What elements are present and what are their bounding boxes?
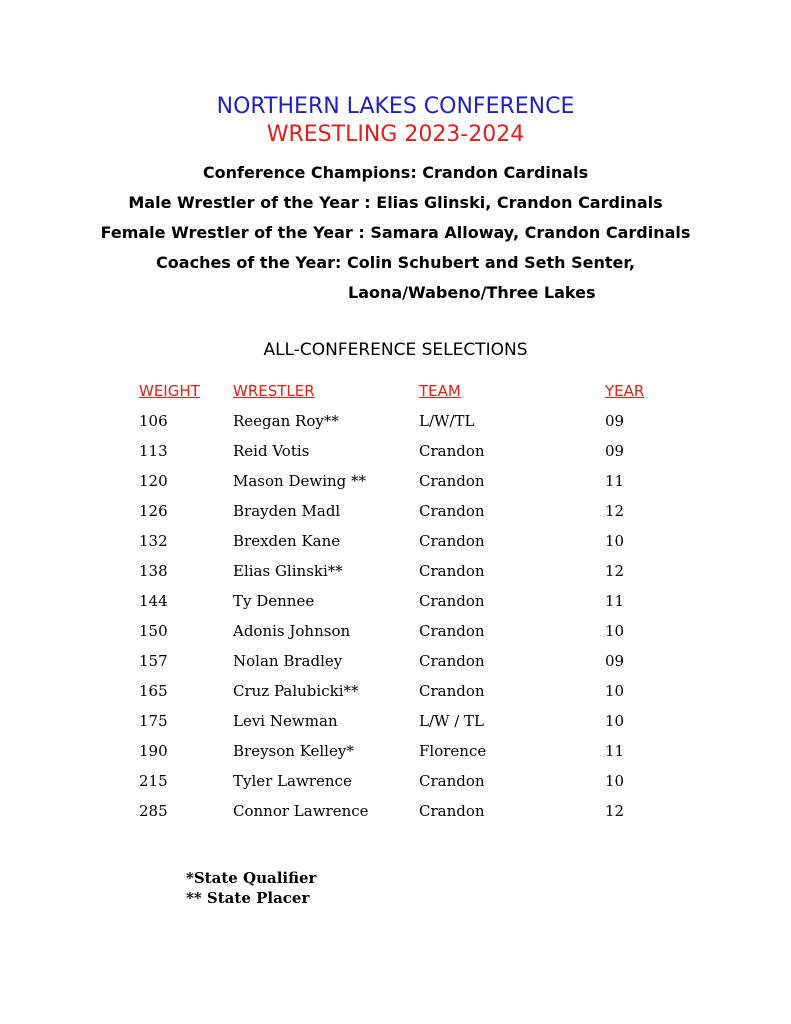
legend-state-qualifier: *State Qualifier [186,869,317,887]
cell-wrestler: Cruz Palubicki** [233,682,359,700]
cell-team: L/W/TL [419,412,475,430]
cell-weight: 106 [139,412,168,430]
coaches-of-year-team: Laona/Wabeno/Three Lakes [348,283,596,302]
cell-wrestler: Adonis Johnson [233,622,351,640]
cell-team: Crandon [419,622,485,640]
table-header-row [0,380,791,410]
table-row [0,620,791,650]
cell-weight: 144 [139,592,168,610]
season-subtitle: WRESTLING 2023-2024 [266,122,525,147]
table-row [0,770,791,800]
cell-team: Crandon [419,472,485,490]
cell-team: Crandon [419,442,485,460]
cell-year: 11 [605,472,625,490]
cell-wrestler: Elias Glinski** [233,562,343,580]
table-row [0,590,791,620]
cell-team: L/W / TL [419,712,484,730]
table-row [0,680,791,710]
table-row [0,560,791,590]
cell-year: 09 [605,442,625,460]
cell-year: 09 [605,652,625,670]
cell-weight: 190 [139,742,168,760]
cell-weight: 113 [139,442,168,460]
cell-weight: 285 [139,802,168,820]
cell-year: 12 [605,802,625,820]
cell-year: 09 [605,412,625,430]
cell-weight: 138 [139,562,168,580]
conference-champions: Conference Champions: Crandon Cardinals [202,163,589,182]
cell-weight: 215 [139,772,168,790]
cell-team: Florence [419,742,487,760]
column-header-year: YEAR [605,382,645,400]
cell-weight: 126 [139,502,168,520]
cell-weight: 120 [139,472,168,490]
table-row [0,740,791,770]
table-row [0,650,791,680]
legend-state-placer: ** State Placer [186,889,310,907]
conference-title: NORTHERN LAKES CONFERENCE [216,94,575,119]
cell-team: Crandon [419,682,485,700]
cell-wrestler: Reid Votis [233,442,310,460]
all-conference-heading: ALL-CONFERENCE SELECTIONS [263,340,528,360]
cell-year: 12 [605,562,625,580]
cell-year: 11 [605,592,625,610]
cell-team: Crandon [419,562,485,580]
cell-team: Crandon [419,592,485,610]
cell-year: 11 [605,742,625,760]
cell-wrestler: Levi Newman [233,712,338,730]
cell-wrestler: Ty Dennee [233,592,315,610]
table-row [0,800,791,830]
table-row [0,710,791,740]
cell-year: 10 [605,772,625,790]
selections-table [0,380,791,830]
column-header-team: TEAM [419,382,461,400]
cell-year: 10 [605,532,625,550]
cell-weight: 150 [139,622,168,640]
cell-wrestler: Tyler Lawrence [233,772,352,790]
cell-team: Crandon [419,772,485,790]
cell-weight: 132 [139,532,168,550]
table-row [0,410,791,440]
cell-year: 12 [605,502,625,520]
cell-year: 10 [605,622,625,640]
cell-wrestler: Breyson Kelley* [233,742,354,760]
cell-wrestler: Nolan Bradley [233,652,343,670]
column-header-weight: WEIGHT [139,382,200,400]
cell-wrestler: Brayden Madl [233,502,341,520]
cell-wrestler: Mason Dewing ** [233,472,367,490]
cell-team: Crandon [419,652,485,670]
column-header-wrestler: WRESTLER [233,382,315,400]
cell-weight: 175 [139,712,168,730]
table-row [0,470,791,500]
female-wrestler-of-year: Female Wrestler of the Year : Samara Alloway, Crandon Cardinals [100,223,691,242]
table-body [0,410,791,830]
cell-wrestler: Connor Lawrence [233,802,369,820]
table-row [0,440,791,470]
male-wrestler-of-year: Male Wrestler of the Year : Elias Glinski, Crandon Cardinals [128,193,663,212]
table-row [0,530,791,560]
cell-team: Crandon [419,802,485,820]
cell-team: Crandon [419,502,485,520]
table-row [0,500,791,530]
coaches-of-year: Coaches of the Year: Colin Schubert and Seth Senter, [156,253,635,272]
cell-wrestler: Brexden Kane [233,532,341,550]
cell-wrestler: Reegan Roy** [233,412,339,430]
cell-year: 10 [605,682,625,700]
cell-team: Crandon [419,532,485,550]
cell-weight: 165 [139,682,168,700]
cell-year: 10 [605,712,625,730]
cell-weight: 157 [139,652,168,670]
